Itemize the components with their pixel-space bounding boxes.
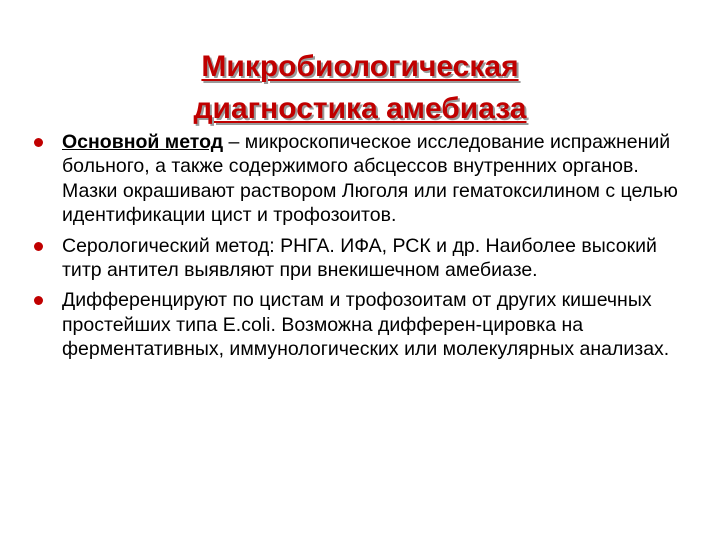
bullet-item-serology	[34, 234, 694, 283]
bullet-text-differentiation: Дифференцируют по цистам и трофозоитам от других кишечных простейших типа E.coli. Возможна дифферен-цировка на ферментативных, иммунологических или молекулярных анализах.	[62, 289, 670, 361]
bullet-dot-icon	[34, 242, 43, 251]
bullet-dot-icon	[34, 296, 43, 305]
bullet-text-main-method: – микроскопическое исследование испражнений больного, а также содержимого абсцессов внутренних органов. Мазки окрашивают раствором Люголя или гематоксилином с целью идентификации цист и трофозоитов.	[62, 131, 678, 227]
bullet-item-main-method	[34, 130, 694, 228]
slide-title-line-2: диагностика амебиаза	[193, 92, 527, 126]
slide-title-line-1: Микробиологическая	[201, 50, 519, 84]
bullet-dot-icon	[34, 138, 43, 147]
bullet-item-differentiation	[34, 288, 694, 361]
bullet-lead-main-method: Основной метод	[62, 131, 224, 153]
bullet-text-serology: Серологический метод: РНГА. ИФА, РСК и др. Наиболее высокий титр антител выявляют при внекишечном амебиазе.	[62, 234, 657, 282]
slide-title	[40, 46, 680, 130]
bullet-list	[34, 130, 694, 368]
